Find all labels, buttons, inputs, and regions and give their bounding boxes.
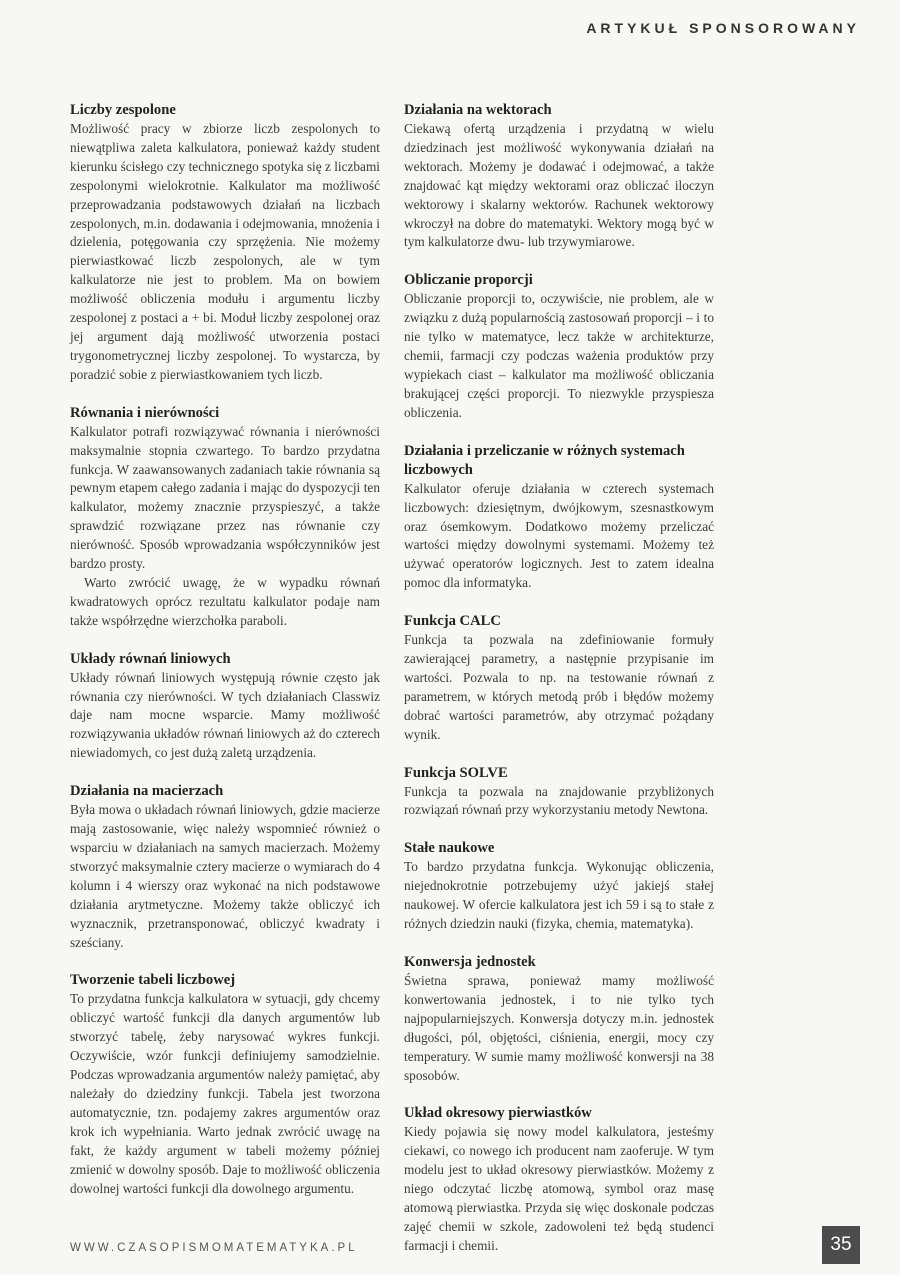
section-title: Działania na macierzach — [70, 783, 224, 800]
section-paragraph: Kalkulator oferuje działania w czterech systemach liczbowych: dziesiętnym, dwójkowym, szesnastkowym oraz ósemkowym. Dodatkowo możemy przeliczać wartości między dowolnymi systemami. Możemy też używać operatorów logicznych. Jest to zatem idealna pomoc dla informatyka. — [404, 480, 714, 591]
section-solve — [404, 764, 714, 821]
section-paragraph: Świetna sprawa, ponieważ mamy możliwość konwertowania jednostek, i to nie tylko tych najpopularniejszych. Konwersja dotyczy m.in. jednostek długości, pól, objętości, ciśnienia, energii, mocy czy temperatury. W sumie mamy możliwość konwersji na 38 sposobów. — [404, 973, 714, 1083]
section-title: Funkcja SOLVE — [404, 764, 508, 781]
section-title: Działania i przeliczanie w różnych systemach liczbowych — [404, 442, 685, 478]
section-title: Stałe naukowe — [404, 840, 495, 857]
section-equations — [70, 404, 380, 631]
section-matrices — [70, 782, 380, 952]
section-paragraph: To przydatna funkcja kalkulatora w sytuacji, gdy chcemy obliczyć wartość funkcji dla danych argumentów lub stworzyć tabelę, żeby narysować wykres funkcji. Oczywiście, wzór funkcji definiujemy samodzielnie. Podczas wprowadzania argumentów należy pamiętać, aby należały do dziedziny funkcji. Tabela jest tworzona automatycznie, tzn. podajemy zakres argumentów oraz krok ich wypełniania. Warto jednak zwrócić uwagę na fakt, że każdy argument w tabeli możemy później zmienić w dowolny sposób. Daje to możliwość obliczenia dowolnej wartości funkcji dla dowolnego argumentu. — [70, 991, 380, 1196]
section-unit-conversion — [404, 953, 714, 1085]
section-proportions — [404, 271, 714, 422]
section-paragraph: Funkcja ta pozwala na znajdowanie przybliżonych rozwiązań równań przy wykorzystaniu metody Newtona. — [404, 783, 714, 818]
section-title: Konwersja jednostek — [404, 954, 536, 970]
section-title: Układy równań liniowych — [70, 650, 231, 667]
section-paragraph: Kiedy pojawia się nowy model kalkulatora, jesteśmy ciekawi, co nowego ich producent nam zaoferuje. W tym modelu jest to układ okresowy pierwiastków. Możemy z niego odczytać liczbę atomową, symbol oraz masę atomową pierwiastka. Przyda się więc doskonale podczas zajęć chemii w szkole, zadowoleni też będą studenci farmacji i chemii. — [404, 1124, 714, 1253]
section-linear-systems — [70, 650, 380, 764]
section-title: Działania na wektorach — [404, 102, 552, 118]
section-paragraph: Warto zwrócić uwagę, że w wypadku równań kwadratowych oprócz rezultatu kalkulator podaje nam także współrzędne wierzchołka paraboli. — [70, 574, 380, 628]
section-title: Równania i nierówności — [70, 404, 220, 421]
section-paragraph: Możliwość pracy w zbiorze liczb zespolonych to niewątpliwa zaleta kalkulatora, ponieważ każdy student kierunku ścisłego czy technicznego spotyka się z liczbami zespolonymi wielokrotnie. Kalkulator ma możliwość przeprowadzania podstawowych działań na liczbach zespolonych, m.in. dodawania i odejmowania, mnożenia i dzielenia, potęgowania czy sprzężenia. Nie możemy pierwiastkować liczb zespolonych, ale w tym kalkulatorze nie jest to problem. Ma on bowiem możliwość obliczenia modułu i argumentu liczby zespolonej z postaci a + bi. Moduł liczby zespolonej oraz jej argument dają możliwość utworzenia postaci trygonometrycznej liczby zespolonej. To wystarcza, by poradzić sobie z pierwiastkowaniem tych liczb. — [70, 121, 380, 382]
footer-url: WWW.CZASOPISMOMATEMATYKA.PL — [70, 1242, 358, 1254]
section-paragraph: Kalkulator potrafi rozwiązywać równania i nierówności maksymalnie stopnia czwartego. To bardzo przydatna funkcja. W zaawansowanych zadaniach takie równania są pewnym etapem całego zadania i mając do dyspozycji ten kalkulator, możemy znacznie przyspieszyć, a także sprawdzić rozwiązane przez nas równanie czy nierówność. Sposób wprowadzania współczynników jest bardzo prosty. — [70, 423, 380, 572]
left-column — [70, 101, 380, 1217]
page-number: 35 — [822, 1226, 860, 1264]
section-calc — [404, 612, 714, 744]
section-paragraph: Obliczanie proporcji to, oczywiście, nie problem, ale w związku z dużą popularnością zastosowań proporcji – i to nie tylko w matematyce, lecz także w architekturze, chemii, farmacji czy podczas ważenia produktów przy wypiekach ciast – kalkulator ma możliwość obliczania brakującej części proporcji. To niezwykle przyspiesza obliczenia. — [404, 291, 714, 420]
section-constants — [404, 839, 714, 934]
section-title: Funkcja CALC — [404, 613, 501, 630]
section-header: ARTYKUŁ SPONSOROWANY — [586, 20, 860, 36]
section-number-table — [70, 971, 380, 1198]
section-complex-numbers — [70, 101, 380, 385]
section-title: Liczby zespolone — [70, 102, 176, 118]
section-paragraph: Układy równań liniowych występują równie często jak równania czy nierówności. W tych działaniach Classwiz daje nam mocne wsparcie. Mamy możliwość rozwiązywania układów równań liniowych aż do czterech niewiadomych, co jest dużą zaletą urządzenia. — [70, 669, 380, 761]
section-title: Obliczanie proporcji — [404, 272, 533, 289]
right-column — [404, 101, 714, 1275]
section-title: Układ okresowy pierwiastków — [404, 1105, 592, 1122]
section-paragraph: Funkcja ta pozwala na zdefiniowanie formuły zawierającej parametry, a następnie przypisanie im wartości. Pozwala to np. na testowanie równań z parametrem, w których metodą prób i błędów możemy dobrać wartości parametrów, aby otrzymać pożądany wynik. — [404, 632, 714, 742]
section-periodic-table — [404, 1104, 714, 1255]
section-paragraph: Ciekawą ofertą urządzenia i przydatną w wielu dziedzinach jest możliwość wykonywania działań na wektorach. Możemy je dodawać i odejmować, a także znajdować kąt między wektorami oraz obliczać iloczyn wektorowy i skalarny wektorów. Rachunek wektorowy wkroczył na dobre do matematyki. Wektory mogą być w tym kalkulatorze dwu- lub trzywymiarowe. — [404, 121, 714, 250]
section-paragraph: Była mowa o układach równań liniowych, gdzie macierze mają zastosowanie, więc należy wspomnieć również o wsparciu w działaniach na samych macierzach. Możemy stworzyć maksymalnie cztery macierze o wymiarach do 4 kolumn i 4 wierszy oraz wykonać na nich podstawowe działania arytmetyczne. Możemy także obliczyć ich wyznacznik, przetransponować, obliczyć kwadraty i sześciany. — [70, 802, 380, 950]
section-number-systems — [404, 442, 714, 593]
section-vectors — [404, 101, 714, 252]
section-paragraph: To bardzo przydatna funkcja. Wykonując obliczenia, niejednokrotnie potrzebujemy użyć jakiejś stałej naukowej. W ofercie kalkulatora jest ich 59 i są to stałe z różnych dziedzin nauki (fizyka, chemia, matematyka). — [404, 859, 714, 932]
section-title: Tworzenie tabeli liczbowej — [70, 972, 236, 989]
